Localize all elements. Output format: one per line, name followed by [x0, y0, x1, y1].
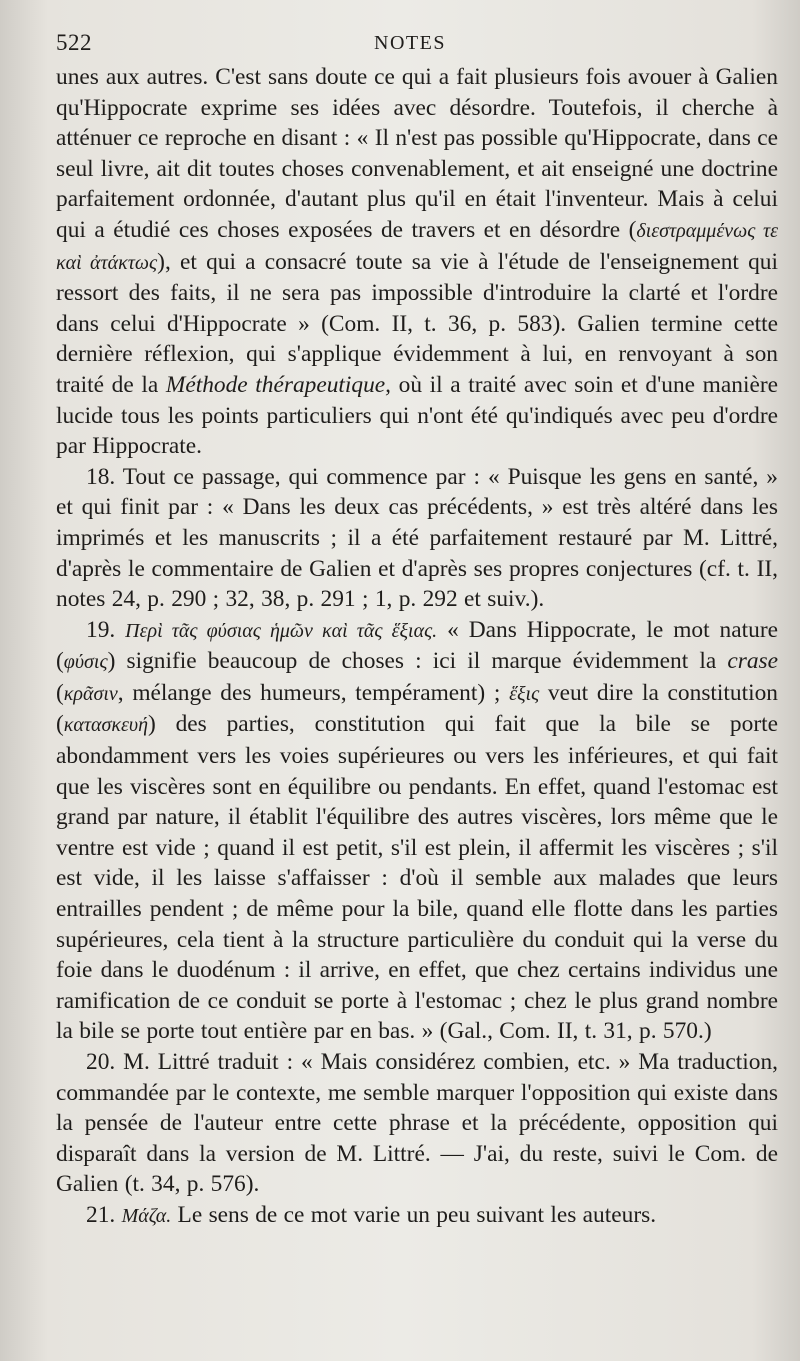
greek-word: κρᾶσιν: [63, 682, 118, 705]
text-segment: unes aux autres. C'est sans doute ce qui a fait plusieurs fois avouer à Galien qu'Hippocrate exprime ses idées avec désordre. Toutefois, il cherche à atténuer ce reproche en disant : « Il n'est pas possible qu'Hippocrate, dans ce seul livre, ait dit toutes choses convenablement, et ait enseigné une doctrine parfaitement ordonnée, d'autant plus qu'il en était l'inventeur. Mais à celui qui a étudié ces choses exposées de travers et en désordre (: [56, 64, 778, 243]
running-head: NOTES: [374, 32, 446, 54]
note-18: [56, 462, 778, 615]
greek-phrase: Περὶ τᾶς φύσιας ἡμῶν καὶ τᾶς ἕξιας.: [125, 619, 438, 642]
greek-word: Μάζα.: [121, 1204, 172, 1227]
note-19: [56, 615, 778, 1047]
greek-word: ἕξις: [509, 682, 540, 705]
text-segment: ) signifie beaucoup de choses : ici il marque évidemment la: [107, 648, 728, 675]
page-header: [56, 22, 778, 62]
text-segment: 20. M. Littré traduit : « Mais considérez combien, etc. » Ma traduction, commandée par le contexte, me semble marquer l'opposition qui existe dans la pensée de l'auteur entre cette phrase et la précédente, opposition qui disparaît dans la version de M. Littré. — J'ai, du reste, suivi le Com. de Galien (t. 34, p. 576).: [56, 1049, 778, 1198]
text-segment: 18. Tout ce passage, qui commence par : « Puisque les gens en santé, » et qui finit par : « Dans les deux cas précédents, » est très altéré dans les imprimés et les manuscrits ; il a été parfaitement restauré par M. Littré, d'après le commentaire de Galien et d'après ses propres conjectures (cf. t. II, notes 24, p. 290 ; 32, 38, p. 291 ; 1, p. 292 et suiv.).: [56, 463, 778, 613]
greek-word: κατασκευή: [63, 714, 148, 737]
text-segment: « Dans Hippocrate, le mot nature (: [56, 616, 778, 675]
italic-title: Méthode thérapeutique,: [165, 371, 392, 398]
text-segment: veut dire la constitution (: [56, 679, 778, 738]
page-number: 522: [56, 30, 92, 55]
note-20: [56, 1047, 778, 1200]
text-segment: 19.: [86, 616, 126, 643]
text-segment: ), et qui a consacré toute sa vie à l'étude de l'enseignement qui ressort des faits, il ne sera pas impossible d'introduire la clarté et l'ordre dans celui d'Hippocrate » (Com. II, t. 36, p. 583). Galien termine cette dernière réflexion, qui s'applique évidemment à lui, en renvoyant à son traité de la: [56, 248, 778, 398]
text-segment: ) des parties, constitution qui fait que la bile se porte abondamment vers les voies supérieures ou vers les inférieures, et qui fait que les viscères sont en équilibre ou pendants. En effet, quand l'estomac est grand par nature, il établit l'équilibre des autres viscères, lors même que le ventre est vide ; quand il est petit, s'il est plein, il affermit les viscères ; s'il est vide, il les laisse s'affaisser : d'où il semble aux malades que leurs entrailles pendent ; de même pour la bile, quand elle flotte dans les parties supérieures, cela tient à la structure particulière du conduit qui la verse du foie dans le duodénum : il arrive, en effet, que chez certains individus une ramification de ce conduit se porte à l'estomac ; chez le plus grand nombre la bile se porte tout entière par en bas. » (Gal., Com. II, t. 31, p. 570.): [56, 711, 778, 1045]
note-paragraph-continuation: [56, 62, 778, 462]
greek-word: φύσις: [63, 651, 108, 674]
text-segment: , mélange des humeurs, tempérament) ;: [117, 679, 510, 706]
note-21: [56, 1200, 778, 1232]
text-segment: 21.: [86, 1201, 122, 1228]
text-segment: Le sens de ce mot varie un peu suivant les auteurs.: [171, 1201, 657, 1228]
greek-phrase: διεστραμμένως τε καὶ ἀτάκτως: [56, 219, 779, 274]
text-segment: où il a traité avec soin et d'une manière lucide tous les points particuliers qui n'ont été qu'indiqués avec peu d'ordre par Hippocrate.: [56, 371, 778, 460]
italic-term: crase: [727, 648, 778, 675]
text-segment: (: [56, 679, 64, 706]
page-body: [56, 62, 778, 1232]
